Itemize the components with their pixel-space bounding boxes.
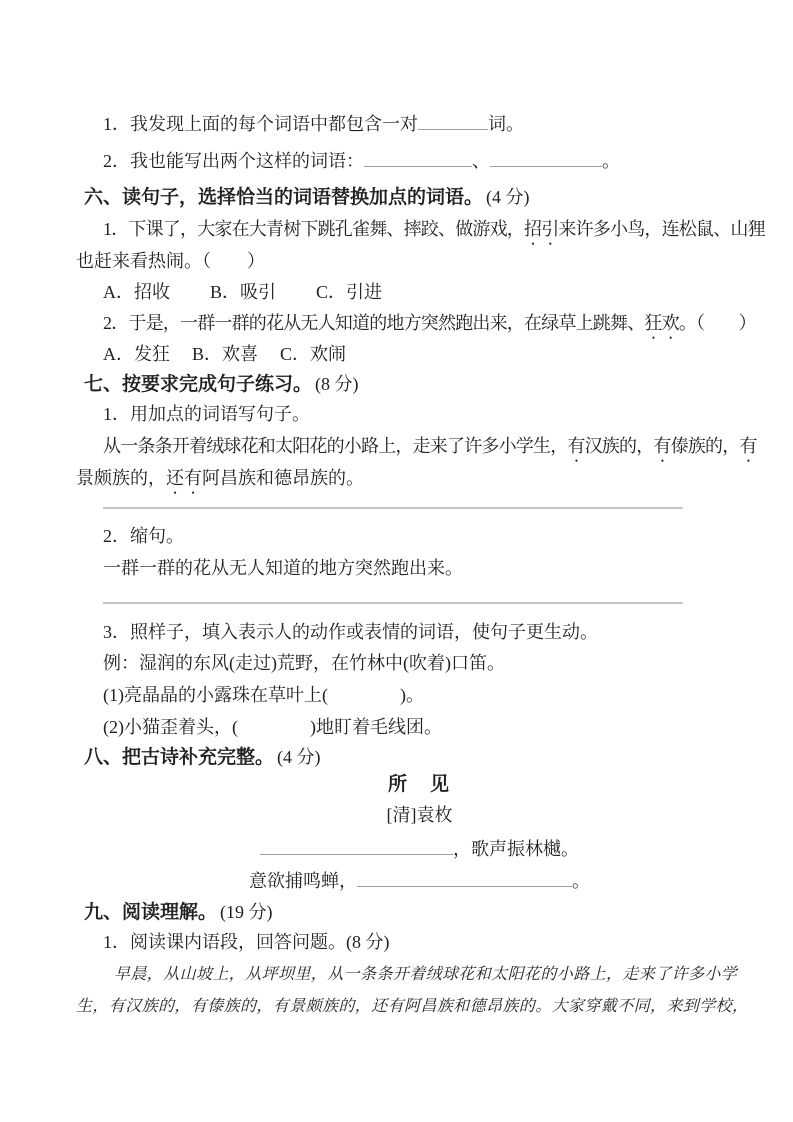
s9-q1-label	[103, 930, 390, 954]
s6-q2-text-b: 。（ ）	[678, 313, 756, 333]
section-6-title: 六、读句子，选择恰当的词语替换加点的词语。	[84, 187, 484, 208]
s7-q2-label-text: 2．缩句。	[103, 526, 184, 546]
intro-q1-tail: 词。	[488, 114, 524, 134]
s7-q1-text-a: 从一条条开着绒球花和太阳花的小路上，走来了许多小学生，	[103, 436, 568, 456]
s7-q3-label	[103, 620, 598, 644]
section-9-title: 九、阅读理解。	[84, 902, 218, 923]
section-8-heading	[84, 745, 321, 770]
s7-q1-text-c: 傣族的，	[670, 436, 740, 456]
s7-q1-sentence-line1	[103, 434, 757, 466]
answer-blank	[364, 149, 472, 167]
s7-q3-item1	[103, 683, 424, 707]
s6-q1-text-c: 也赶来看热闹。（ ）	[76, 251, 265, 271]
s7-q3-example	[103, 651, 505, 675]
answer-rule-line	[103, 602, 683, 604]
option-c: C．引进	[316, 282, 383, 302]
s7-q1-text-e: 阿昌族和德昂族的。	[202, 468, 364, 488]
s6-q1-text-b: 来许多小鸟，连松鼠、山狸	[558, 219, 765, 239]
section-6-heading	[84, 185, 530, 210]
poem-line-1	[0, 837, 793, 861]
section-8-title: 八、把古诗补充完整。	[84, 747, 275, 768]
s7-q1-label	[103, 402, 310, 426]
s7-q1-emph-2: 有	[653, 436, 671, 456]
section-7-score: (8 分)	[315, 374, 359, 394]
intro-q1-text: 1．我发现上面的每个词语中都包含一对	[103, 114, 418, 134]
s9-passage-text-1: 早晨，从山坡上，从坪坝里，从一条条开着绒球花和太阳花的小路上，走来了许多小学	[114, 966, 738, 983]
answer-blank	[260, 837, 453, 855]
s9-passage-line1	[114, 963, 737, 987]
s9-q1-label-text: 1．阅读课内语段，回答问题。(8 分)	[103, 932, 390, 952]
s7-q1-emph-1: 有	[567, 436, 585, 456]
s7-q1-text-d: 景颇族的，	[76, 468, 166, 488]
poem-title-line	[0, 772, 793, 797]
section-9-score: (19 分)	[220, 902, 273, 922]
intro-question-2	[103, 149, 620, 173]
option-b: B．吸引	[210, 282, 277, 302]
option-b: B．欢喜	[192, 344, 259, 364]
poem-author-line	[0, 803, 793, 827]
s6-q2-line	[103, 311, 756, 343]
s7-q3-item1-text: (1)亮晶晶的小露珠在草叶上( )。	[103, 685, 424, 705]
s7-q2-sentence	[103, 556, 463, 580]
s7-q1-emph-3: 有	[739, 436, 757, 456]
poem-line2-end: 。	[572, 871, 590, 891]
s6-q2-text-a: 2．于是，一群一群的花从无人知道的地方突然跑出来，在绿草上跳舞、	[103, 313, 645, 333]
answer-rule-line	[103, 507, 683, 509]
s6-q1-line1	[103, 217, 765, 249]
s6-q1-emphasized-word: 招引	[524, 219, 559, 239]
s7-q3-label-text: 3．照样子，填入表示人的动作或表情的词语，使句子更生动。	[103, 622, 598, 642]
s7-q1-emph-4: 还有	[166, 468, 202, 488]
section-9-heading	[84, 900, 273, 925]
intro-question-1	[103, 112, 524, 136]
section-7-title: 七、按要求完成句子练习。	[84, 374, 313, 395]
intro-q2-text: 2．我也能写出两个这样的词语：	[103, 151, 364, 171]
answer-blank	[357, 869, 572, 887]
section-7-heading	[84, 372, 359, 397]
poem-line2-text: 意欲捕鸣蝉，	[249, 871, 357, 891]
s6-q1-options	[103, 280, 422, 304]
s6-q2-emphasized-word: 狂欢	[644, 313, 679, 333]
option-a: A．发狂	[103, 344, 170, 364]
s7-q3-item2	[103, 715, 442, 739]
s6-q1-text-a: 1．下课了，大家在大青树下跳孔雀舞、摔跤、做游戏，	[103, 219, 524, 239]
s9-passage-line2	[76, 995, 748, 1019]
option-a: A．招收	[103, 282, 170, 302]
s7-q1-text-b: 汉族的，	[584, 436, 654, 456]
poem-line1-text: ，歌声振林樾。	[453, 839, 579, 859]
s7-q3-example-text: 例：湿润的东风(走过)荒野，在竹林中(吹着)口笛。	[103, 653, 505, 673]
intro-q2-separator: 、	[472, 151, 490, 171]
poem-title: 所 见	[387, 774, 451, 795]
poem-line-2	[0, 869, 793, 893]
intro-q2-end: 。	[602, 151, 620, 171]
s7-q2-label	[103, 524, 184, 548]
section-8-score: (4 分)	[277, 747, 321, 767]
poem-author: [清]袁枚	[386, 805, 453, 825]
s7-q2-text: 一群一群的花从无人知道的地方突然跑出来。	[103, 558, 463, 578]
s7-q1-sentence-line2	[76, 466, 364, 498]
s7-q1-label-text: 1．用加点的词语写句子。	[103, 404, 310, 424]
s6-q2-options	[103, 342, 368, 366]
answer-blank	[490, 149, 602, 167]
s9-passage-text-2: 生，有汉族的，有傣族的，有景颇族的，还有阿昌族和德昂族的。大家穿戴不同，来到学校，	[76, 998, 749, 1015]
s7-q3-item2-text: (2)小猫歪着头，( )地盯着毛线团。	[103, 717, 442, 737]
option-c: C．欢闹	[280, 344, 347, 364]
answer-blank	[418, 112, 488, 130]
s6-q1-line2	[76, 249, 265, 273]
section-6-score: (4 分)	[486, 187, 530, 207]
